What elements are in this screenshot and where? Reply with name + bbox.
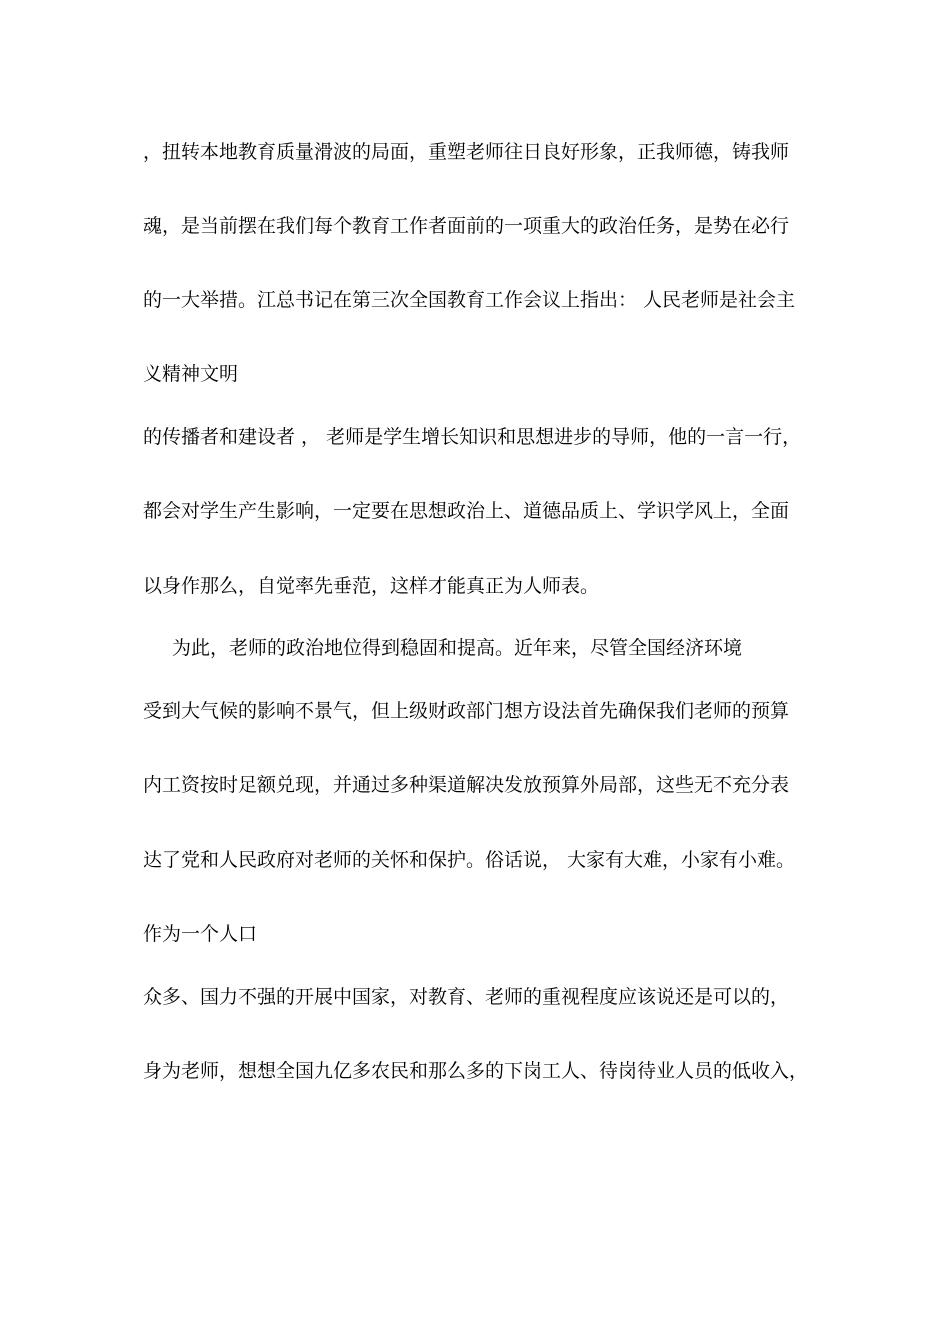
text-line: 众多、国力不强的开展中国家，对教育、老师的重视程度应该说还是可以的， bbox=[143, 986, 790, 1008]
text-line: 身为老师，想想全国九亿多农民和那么多的下岗工人、待岗待业人员的低收入， bbox=[143, 1060, 809, 1082]
text-line: 义精神文明 bbox=[143, 363, 239, 385]
text-line: 作为一个人口 bbox=[143, 923, 258, 945]
text-line: 为此，老师的政治地位得到稳固和提高。近年来，尽管全国经济环境 bbox=[172, 637, 743, 659]
text-line: 都会对学生产生影响，一定要在思想政治上、道德品质上、学识学风上，全面 bbox=[143, 500, 790, 522]
text-line: ，扭转本地教育质量滑波的局面，重塑老师往日良好形象，正我师德，铸我师 bbox=[143, 141, 790, 163]
text-line: 以身作那么，自觉率先垂范，这样才能真正为人师表。 bbox=[143, 575, 600, 597]
text-line: 的传播者和建设者 ， 老师是学生增长知识和思想进步的导师，他的一言一行， bbox=[143, 426, 802, 448]
text-line: 魂，是当前摆在我们每个教育工作者面前的一项重大的政治任务，是势在必行 bbox=[143, 215, 790, 237]
text-line: 的一大举措。江总书记在第三次全国教育工作会议上指出： 人民老师是社会主 bbox=[143, 289, 796, 311]
text-line: 受到大气候的影响不景气，但上级财政部门想方设法首先确保我们老师的预算 bbox=[143, 700, 790, 722]
text-line: 内工资按时足额兑现，并通过多种渠道解决发放预算外局部，这些无不充分表 bbox=[143, 774, 790, 796]
text-line: 达了党和人民政府对老师的关怀和保护。俗话说， 大家有大难，小家有小难。 bbox=[143, 849, 796, 871]
